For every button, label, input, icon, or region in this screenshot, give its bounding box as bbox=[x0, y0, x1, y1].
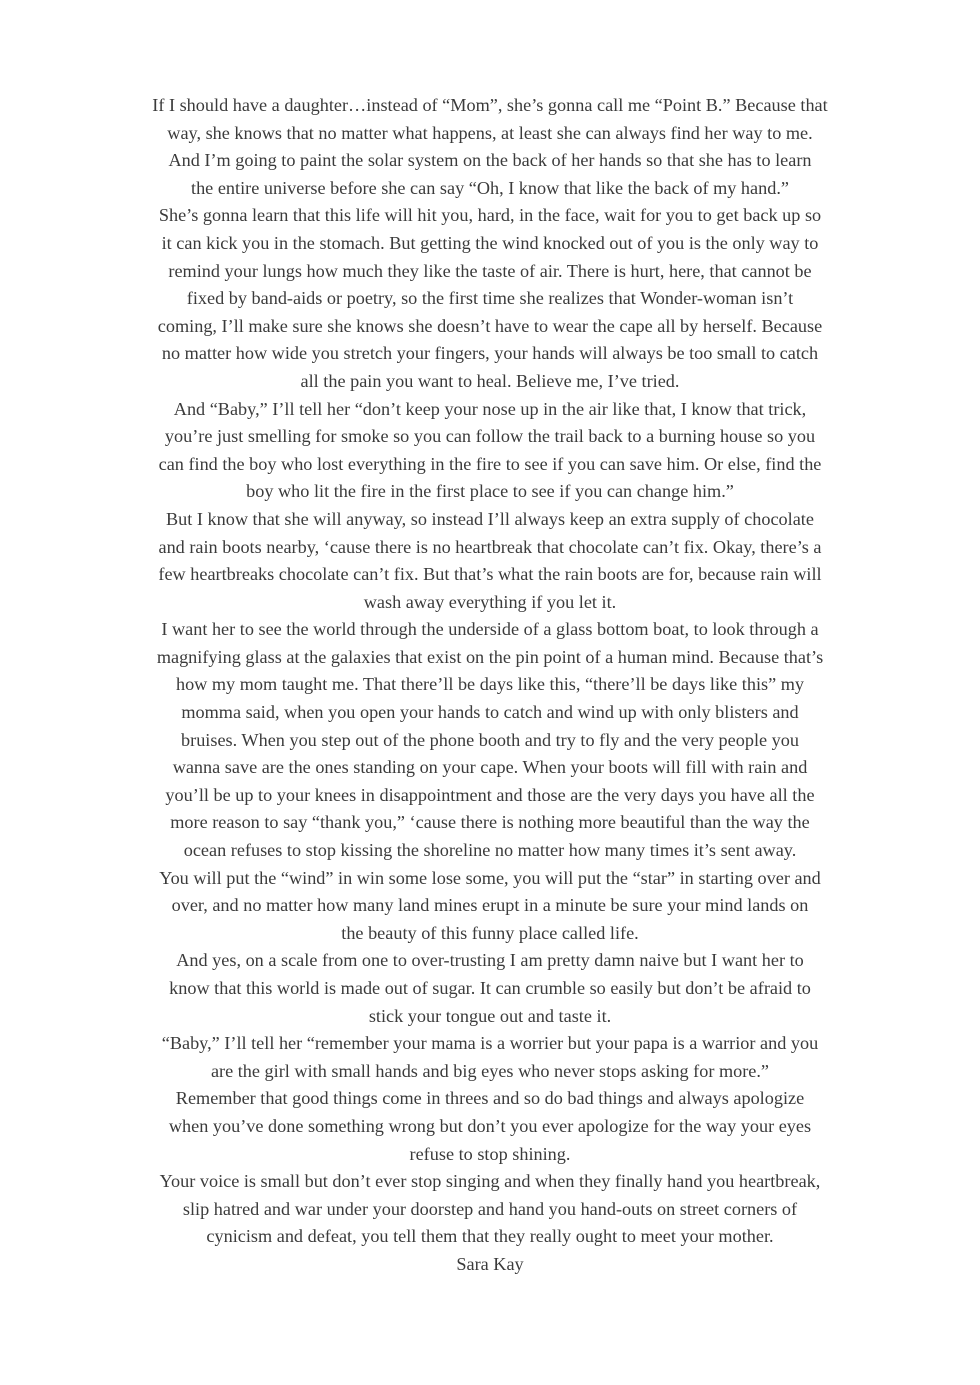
poem-line: it can kick you in the stomach. But getting the wind knocked out of you is the only way to bbox=[161, 232, 819, 253]
poem-line: you’re just smelling for smoke so you can follow the trail back to a burning house so you bbox=[164, 426, 816, 447]
poem-line: And yes, on a scale from one to over-trusting I am pretty damn naive but I want her to bbox=[176, 950, 804, 971]
poem-line: when you’ve done something wrong but don’t you ever apologize for the way your eyes bbox=[168, 1115, 812, 1136]
poem-line: over, and no matter how many land mines erupt in a minute be sure your mind lands on bbox=[171, 895, 809, 916]
poem-line: wanna save are the ones standing on your cape. When your boots will fill with rain and bbox=[172, 757, 808, 778]
poem-line: slip hatred and war under your doorstep and hand you hand-outs on street corners of bbox=[182, 1198, 798, 1219]
poem-line: are the girl with small hands and big eyes who never stops asking for more.” bbox=[210, 1060, 770, 1081]
poem-line: and rain boots nearby, ‘cause there is no heartbreak that chocolate can’t fix. Okay, there’s a bbox=[158, 536, 822, 557]
poem-line: cynicism and defeat, you tell them that they really ought to meet your mother. bbox=[206, 1226, 774, 1247]
poem-line: refuse to stop shining. bbox=[409, 1143, 571, 1164]
poem-line: you’ll be up to your knees in disappointment and those are the very days you have all the bbox=[165, 784, 815, 805]
poem-line: You will put the “wind” in win some lose some, you will put the “star” in starting over and bbox=[159, 867, 821, 888]
poem-line: how my mom taught me. That there’ll be days like this, “there’ll be days like this” my bbox=[175, 674, 805, 695]
poem-line: stick your tongue out and taste it. bbox=[368, 1005, 612, 1026]
poem-line: And I’m going to paint the solar system on the back of her hands so that she has to learn bbox=[168, 150, 812, 171]
poem-line: can find the boy who lost everything in the fire to see if you can save him. Or else, find the bbox=[158, 453, 822, 474]
poem-line: the entire universe before she can say “Oh, I know that like the back of my hand.” bbox=[191, 177, 789, 198]
poem-line: more reason to say “thank you,” ‘cause there is nothing more beautiful than the way the bbox=[170, 812, 810, 833]
poem-line: the beauty of this funny place called life. bbox=[341, 922, 639, 943]
poem-line: no matter how wide you stretch your fingers, your hands will always be too small to catch bbox=[161, 343, 819, 364]
poem-line: few heartbreaks chocolate can’t fix. But that’s what the rain boots are for, because rain will bbox=[158, 564, 822, 585]
poem-text bbox=[0, 92, 980, 1279]
poem-line: And “Baby,” I’ll tell her “don’t keep your nose up in the air like that, I know that trick, bbox=[173, 398, 807, 419]
poem-line: I want her to see the world through the underside of a glass bottom boat, to look through a bbox=[161, 619, 819, 640]
poem-line: If I should have a daughter…instead of “Mom”, she’s gonna call me “Point B.” Because that bbox=[152, 95, 828, 115]
poem-line: momma said, when you open your hands to catch and wind up with only blisters and bbox=[181, 702, 799, 723]
poem-line: boy who lit the fire in the first place to see if you can change him.” bbox=[246, 481, 734, 502]
poem-line: “Baby,” I’ll tell her “remember your mama is a worrier but your papa is a warrior and you bbox=[161, 1033, 819, 1054]
poem-line: remind your lungs how much they like the taste of air. There is hurt, here, that cannot be bbox=[168, 260, 812, 281]
poem-line: ocean refuses to stop kissing the shoreline no matter how many times it’s sent away. bbox=[183, 840, 797, 861]
author-name: Sara Kay bbox=[456, 1253, 524, 1274]
poem-line: fixed by band-aids or poetry, so the first time she realizes that Wonder-woman isn’t bbox=[186, 288, 794, 309]
poem-line: Your voice is small but don’t ever stop singing and when they finally hand you heartbreak, bbox=[159, 1171, 821, 1192]
poem-line: wash away everything if you let it. bbox=[363, 591, 617, 612]
poem-line: Remember that good things come in threes and so do bad things and always apologize bbox=[175, 1088, 805, 1109]
poem-line: magnifying glass at the galaxies that exist on the pin point of a human mind. Because that’s bbox=[156, 646, 824, 667]
poem-line: know that this world is made out of sugar. It can crumble so easily but don’t be afraid to bbox=[169, 978, 811, 998]
poem-line: coming, I’ll make sure she knows she doesn’t have to wear the cape all by herself. Because bbox=[157, 315, 823, 336]
poem-line: bruises. When you step out of the phone booth and try to fly and the very people you bbox=[181, 729, 799, 750]
poem-line: all the pain you want to heal. Believe me, I’ve tried. bbox=[300, 370, 680, 391]
poem-line: But I know that she will anyway, so instead I’ll always keep an extra supply of chocolate bbox=[166, 508, 814, 529]
poem-line: way, she knows that no matter what happens, at least she can always find her way to me. bbox=[167, 122, 813, 143]
poem-line: She’s gonna learn that this life will hit you, hard, in the face, wait for you to get back up so bbox=[158, 205, 822, 226]
